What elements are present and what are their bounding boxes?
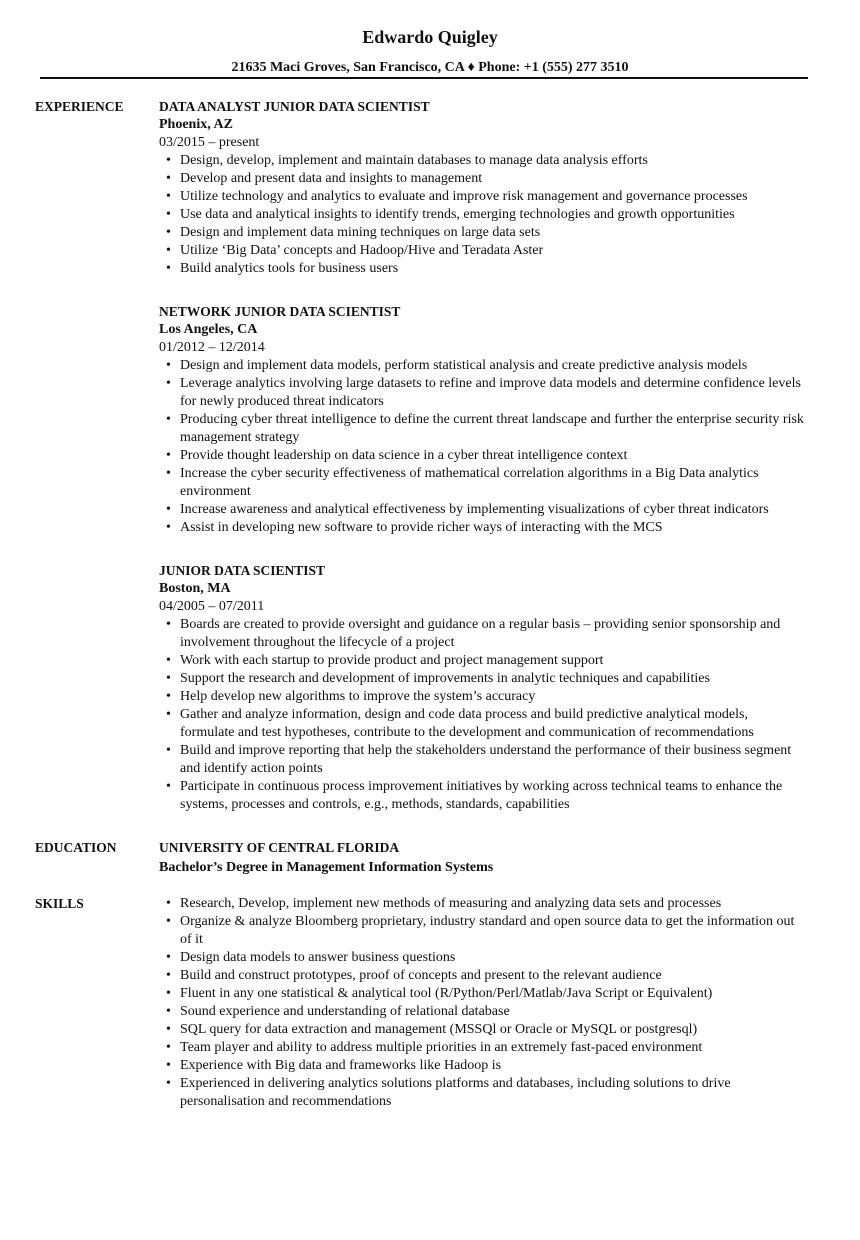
bullet-item: • Increase the cyber security effectiveness of mathematical correlation algorithms in a Big Data analytics environment	[159, 465, 805, 501]
bullet-item: • Support the research and development of improvements in analytic techniques and capabilities	[159, 670, 805, 688]
bullet-item: • Build analytics tools for business users	[159, 260, 805, 278]
section-label-experience: EXPERIENCE	[35, 99, 124, 114]
skill-item: • Team player and ability to address multiple priorities in an extremely fast-paced environment	[159, 1039, 805, 1057]
job-dates: 01/2012 – 12/2014	[159, 340, 265, 355]
bullet-item: • Build and improve reporting that help the stakeholders understand the performance of their business segment and identify action points	[159, 742, 805, 778]
bullet-item: • Boards are created to provide oversight and guidance on a regular basis – providing senior sponsorship and involvement throughout the lifecycle of a project	[159, 616, 805, 652]
job-dates: 03/2015 – present	[159, 135, 260, 150]
skill-item: • Research, Develop, implement new methods of measuring and analyzing data sets and processes	[159, 895, 805, 913]
skill-item: • Sound experience and understanding of relational database	[159, 1003, 805, 1021]
bullet-item: • Design and implement data mining techniques on large data sets	[159, 224, 805, 242]
bullet-item: • Work with each startup to provide product and project management support	[159, 652, 805, 670]
job-bullets	[159, 616, 815, 814]
header-divider	[40, 77, 808, 79]
bullet-item: • Utilize technology and analytics to evaluate and improve risk management and governance processes	[159, 188, 805, 206]
job-location: Los Angeles, CA	[159, 322, 258, 337]
skill-item: • Experienced in delivering analytics solutions platforms and databases, including solutions to drive personalisation and recommendations	[159, 1075, 805, 1111]
resume-body	[35, 98, 815, 1136]
contact-line: 21635 Maci Groves, San Francisco, CA ♦ Phone: +1 (555) 277 3510	[231, 60, 629, 75]
bullet-item: • Design, develop, implement and maintain databases to manage data analysis efforts	[159, 152, 805, 170]
job-title: NETWORK JUNIOR DATA SCIENTIST	[159, 304, 401, 319]
skill-item: • Fluent in any one statistical & analytical tool (R/Python/Perl/Matlab/Java Script or Equivalent)	[159, 985, 805, 1003]
job-entry	[159, 98, 815, 278]
bullet-item: • Gather and analyze information, design and code data process and build predictive analytical models, formulate and test hypotheses, contribute to the development and communication of recommendations	[159, 706, 805, 742]
job-bullets	[159, 357, 815, 537]
bullet-item: • Help develop new algorithms to improve the system’s accuracy	[159, 688, 805, 706]
bullet-item: • Develop and present data and insights to management	[159, 170, 805, 188]
education-section	[35, 839, 815, 877]
skill-item: • Experience with Big data and frameworks like Hadoop is	[159, 1057, 805, 1075]
job-title: JUNIOR DATA SCIENTIST	[159, 563, 326, 578]
education-school: UNIVERSITY OF CENTRAL FLORIDA	[159, 840, 400, 855]
skill-item: • SQL query for data extraction and management (MSSQl or Oracle or MySQL or postgresql)	[159, 1021, 805, 1039]
experience-section	[35, 98, 815, 814]
job-dates: 04/2005 – 07/2011	[159, 599, 265, 614]
section-label-skills: SKILLS	[35, 896, 84, 911]
bullet-item: • Assist in developing new software to provide richer ways of interacting with the MCS	[159, 519, 805, 537]
bullet-item: • Leverage analytics involving large datasets to refine and improve data models and determine confidence levels for newly produced threat indicators	[159, 375, 805, 411]
bullet-item: • Design and implement data models, perform statistical analysis and create predictive analysis models	[159, 357, 805, 375]
job-bullets	[159, 152, 815, 278]
bullet-item: • Participate in continuous process improvement initiatives by working across technical teams to enhance the systems, processes and controls, e.g., methods, standards, capabilities	[159, 778, 805, 814]
bullet-item: • Use data and analytical insights to identify trends, emerging technologies and growth opportunities	[159, 206, 805, 224]
bullet-item: • Increase awareness and analytical effectiveness by implementing visualizations of cyber threat indicators	[159, 501, 805, 519]
skill-item: • Design data models to answer business questions	[159, 949, 805, 967]
candidate-name: Edwardo Quigley	[362, 27, 498, 47]
bullet-item: • Utilize ‘Big Data’ concepts and Hadoop/Hive and Teradata Aster	[159, 242, 805, 260]
section-label-education: EDUCATION	[35, 840, 117, 855]
skill-item: • Organize & analyze Bloomberg proprietary, industry standard and open source data to get the information out of it	[159, 913, 805, 949]
education-degree: Bachelor’s Degree in Management Information Systems	[159, 860, 494, 875]
job-location: Boston, MA	[159, 581, 231, 596]
job-title: DATA ANALYST JUNIOR DATA SCIENTIST	[159, 99, 430, 114]
skills-section	[35, 895, 815, 1111]
skills-list	[159, 895, 815, 1111]
bullet-item: • Producing cyber threat intelligence to define the current threat landscape and further the enterprise security risk management strategy	[159, 411, 805, 447]
job-entry	[159, 562, 815, 814]
experience-list	[159, 98, 815, 814]
job-entry	[159, 303, 815, 537]
bullet-item: • Provide thought leadership on data science in a cyber threat intelligence context	[159, 447, 805, 465]
skill-item: • Build and construct prototypes, proof of concepts and present to the relevant audience	[159, 967, 805, 985]
job-location: Phoenix, AZ	[159, 117, 233, 132]
